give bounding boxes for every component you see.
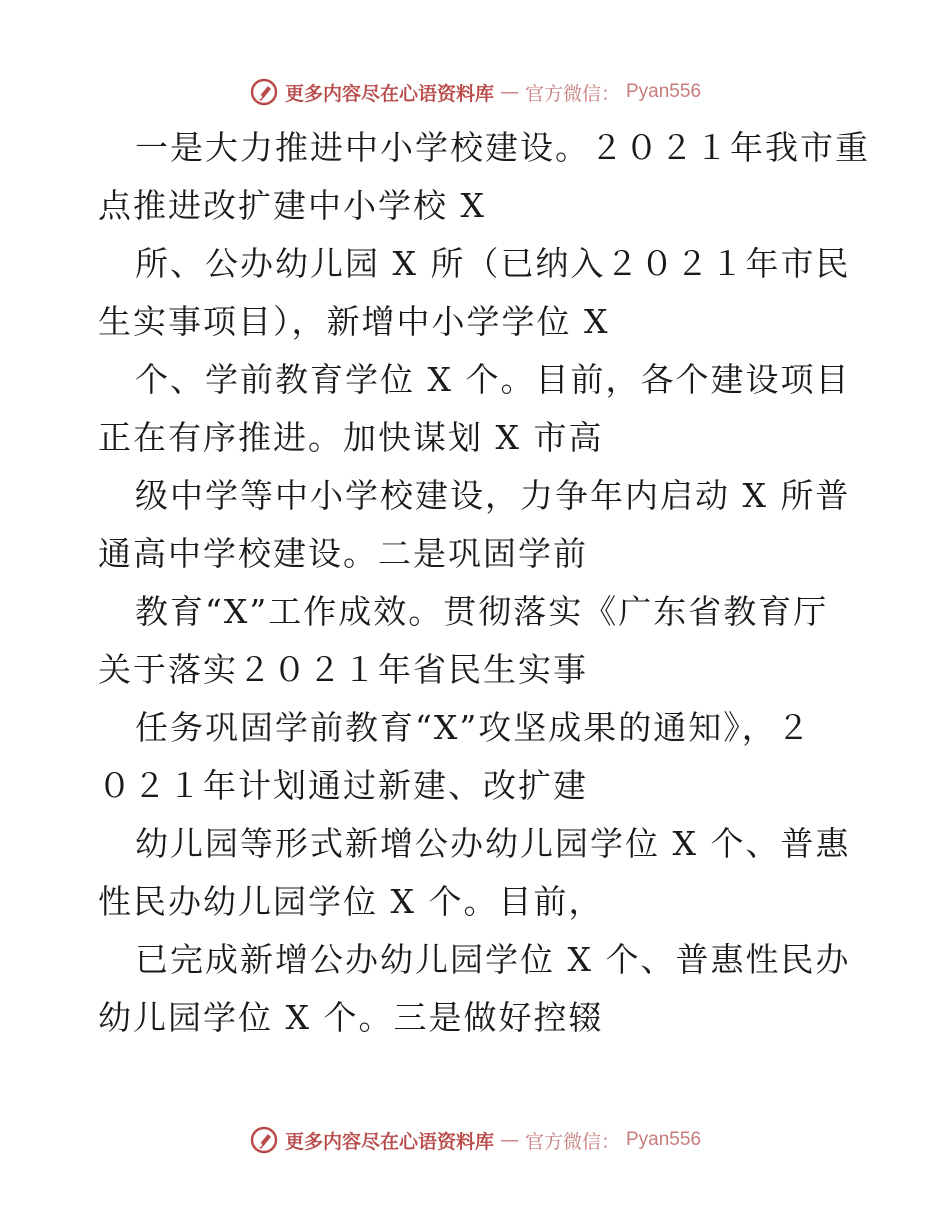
- watermark-dash: —: [499, 81, 519, 103]
- watermark-text: 更多内容尽在心语资料库: [284, 1130, 494, 1153]
- body-line-14: 性民办幼儿园学位 X 个。目前，: [98, 882, 604, 921]
- body-line-3: 所、公办幼儿园 X 所（已纳入２０２１年市民: [135, 244, 851, 283]
- watermark-wechat-id: Pyan556: [626, 81, 702, 102]
- body-line-10: 关于落实２０２１年省民生实事: [98, 650, 588, 689]
- body-line-9: 教育“X”工作成效。贯彻落实《广东省教育厅: [135, 592, 829, 631]
- header-watermark: [0, 72, 950, 112]
- body-line-11: 任务巩固学前教育“X”攻坚成果的通知》，２: [135, 708, 812, 747]
- watermark-text: 更多内容尽在心语资料库: [284, 82, 494, 105]
- body-line-6: 正在有序推进。加快谋划 X 市高: [98, 418, 604, 457]
- footer-watermark: [0, 1120, 950, 1160]
- pen-nib-logo-icon: [249, 77, 279, 107]
- body-line-8: 通高中学校建设。二是巩固学前: [98, 534, 588, 573]
- watermark-official-label: 官方微信：: [524, 82, 620, 105]
- body-line-7: 级中学等中小学校建设，力争年内启动 X 所普: [135, 476, 851, 515]
- body-line-4: 生实事项目），新增中小学学位 X: [98, 302, 610, 341]
- watermark-wechat-id: Pyan556: [626, 1129, 702, 1150]
- body-line-15: 已完成新增公办幼儿园学位 X 个、普惠性民办: [135, 940, 851, 979]
- body-line-2: 点推进改扩建中小学校 X: [98, 186, 486, 225]
- watermark-dash: —: [499, 1129, 519, 1151]
- body-line-1: 一是大力推进中小学校建设。２０２１年我市重: [135, 128, 870, 167]
- body-line-13: 幼儿园等形式新增公办幼儿园学位 X 个、普惠: [135, 824, 851, 863]
- body-line-12: ０２１年计划通过新建、改扩建: [98, 766, 588, 805]
- body-line-16: 幼儿园学位 X 个。三是做好控辍: [98, 998, 604, 1037]
- pen-nib-logo-icon: [249, 1125, 279, 1155]
- watermark-official-label: 官方微信：: [524, 1130, 620, 1153]
- body-line-5: 个、学前教育学位 X 个。目前，各个建设项目: [135, 360, 851, 399]
